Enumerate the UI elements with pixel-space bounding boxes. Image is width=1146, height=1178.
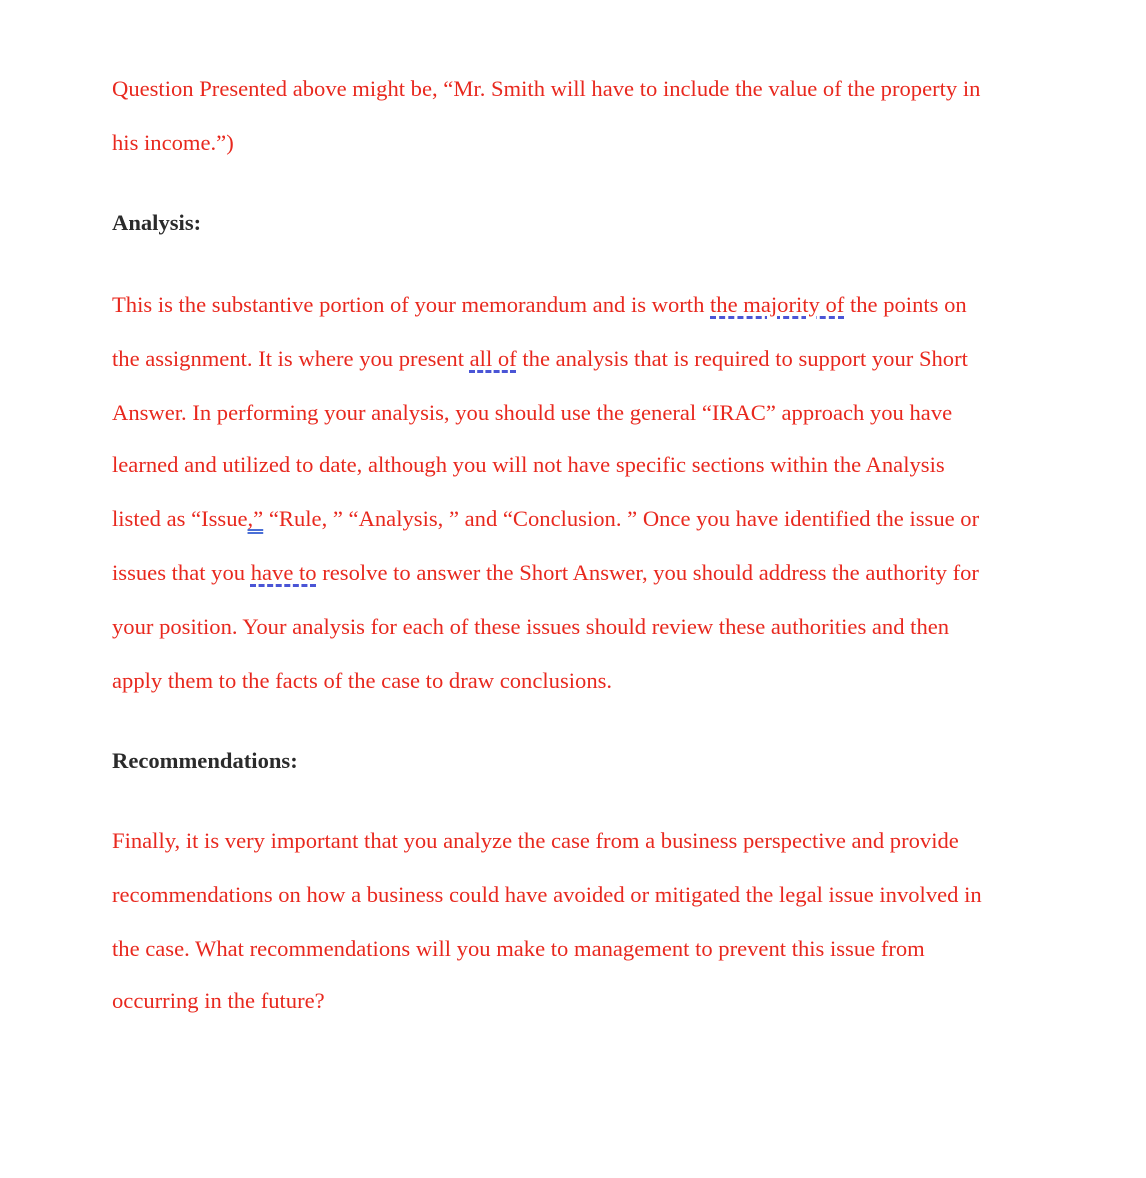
question-line-2: his income.”) xyxy=(112,130,234,155)
recommendations-heading: Recommendations: xyxy=(112,748,298,773)
analysis-line-2 xyxy=(112,344,968,374)
text-run: issues that you xyxy=(112,560,251,585)
text-run: the analysis that is required to support your Short xyxy=(516,346,968,371)
grammar-flag-the-majority-of[interactable]: the majority of xyxy=(710,292,845,317)
analysis-line-6 xyxy=(112,558,979,588)
text-run: the assignment. It is where you present xyxy=(112,346,470,371)
recommendations-line-1: Finally, it is very important that you analyze the case from a business perspective and provide xyxy=(112,828,959,853)
recommendations-line-3: the case. What recommendations will you make to management to prevent this issue from xyxy=(112,936,925,961)
grammar-flag-all-of[interactable]: all of xyxy=(469,346,517,371)
analysis-line-7: your position. Your analysis for each of these issues should review these authorities and then xyxy=(112,614,950,639)
analysis-line-1 xyxy=(112,290,967,320)
analysis-line-5 xyxy=(112,504,979,534)
analysis-line-8: apply them to the facts of the case to draw conclusions. xyxy=(112,668,613,693)
question-line-1: Question Presented above might be, “Mr. Smith will have to include the value of the property in xyxy=(112,76,981,101)
recommendations-line-4: occurring in the future? xyxy=(112,988,325,1013)
recommendations-line-2: recommendations on how a business could have avoided or mitigated the legal issue involved in xyxy=(112,882,982,907)
text-run: listed as “Issue xyxy=(112,506,248,531)
grammar-flag-punctuation[interactable]: ,” xyxy=(247,506,264,531)
text-run: resolve to answer the Short Answer, you should address the authority for xyxy=(316,560,979,585)
text-run: “Rule, ” “Analysis, ” and “Conclusion. ” Once you have identified the issue or xyxy=(263,506,980,531)
text-run: This is the substantive portion of your memorandum and is worth xyxy=(112,292,711,317)
text-run: the points on xyxy=(844,292,967,317)
analysis-heading: Analysis: xyxy=(112,210,202,235)
analysis-line-3: Answer. In performing your analysis, you should use the general “IRAC” approach you have xyxy=(112,400,953,425)
grammar-flag-have-to[interactable]: have to xyxy=(250,560,317,585)
analysis-line-4: learned and utilized to date, although you will not have specific sections within the Analysis xyxy=(112,452,945,477)
